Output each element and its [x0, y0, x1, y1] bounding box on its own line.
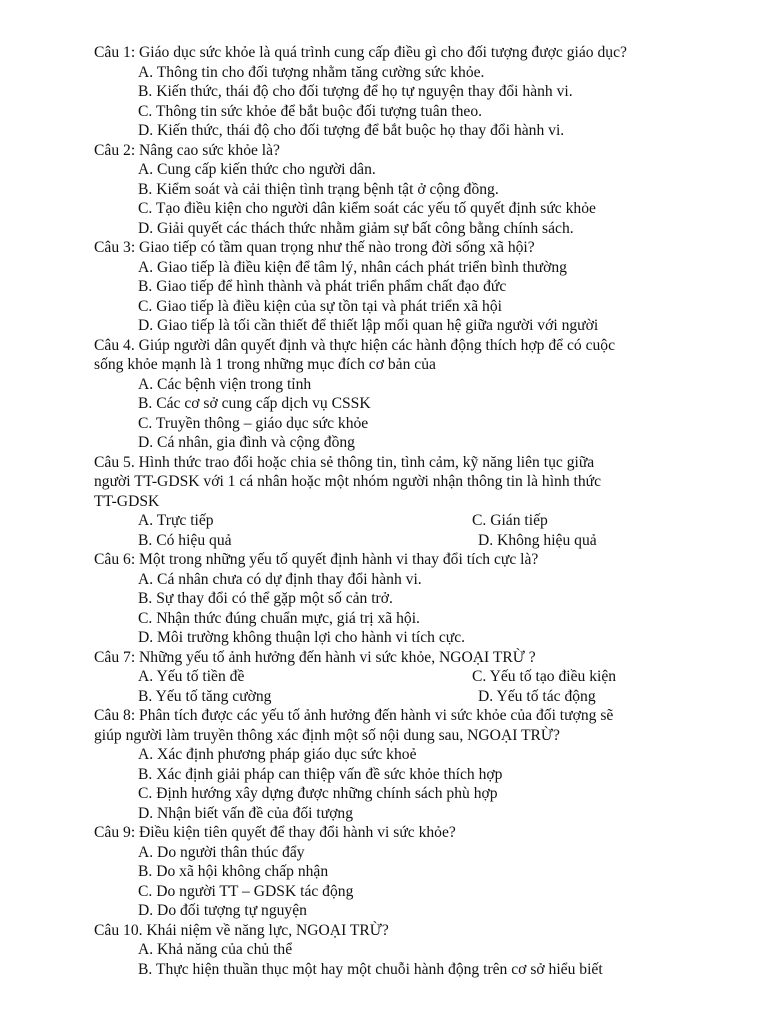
answer-option: B. Yếu tố tăng cường — [138, 687, 272, 705]
document-page — [90, 43, 730, 979]
question-text: Câu 5. Hình thức trao đổi hoặc chia sẻ thông tin, tình cảm, kỹ năng liên tục giữa — [94, 453, 595, 471]
answer-option: D. Cá nhân, gia đình và cộng đồng — [138, 434, 355, 451]
answer-option: D. Kiến thức, thái độ cho đối tượng để bắt buộc họ thay đổi hành vi. — [138, 122, 565, 139]
answer-option: B. Kiểm soát và cải thiện tình trạng bệnh tật ở cộng đồng. — [138, 180, 499, 198]
question-block — [90, 336, 730, 453]
answer-option: C. Yếu tố tạo điều kiện — [472, 668, 617, 685]
answer-option: A. Trực tiếp — [138, 512, 214, 529]
question-text: Câu 4. Giúp người dân quyết định và thực hiện các hành động thích hợp để có cuộc — [94, 336, 616, 354]
answer-option: A. Cá nhân chưa có dự định thay đổi hành vi. — [138, 570, 422, 588]
question-text: Câu 6: Một trong những yếu tố quyết định hành vi thay đổi tích cực là? — [94, 551, 539, 568]
answer-option: A. Các bệnh viện trong tỉnh — [138, 375, 312, 393]
answer-option: A. Cung cấp kiến thức cho người dân. — [138, 161, 376, 178]
question-text: Câu 1: Giáo dục sức khỏe là quá trình cung cấp điều gì cho đối tượng được giáo dục? — [94, 44, 627, 61]
answer-option: A. Yếu tố tiền đề — [138, 668, 245, 685]
answer-option: A. Do người thân thúc đẩy — [138, 843, 305, 861]
answer-option: C. Thông tin sức khỏe để bắt buộc đối tượng tuân theo. — [138, 102, 483, 120]
question-text: Câu 3: Giao tiếp có tầm quan trọng như thế nào trong đời sống xã hội? — [94, 239, 535, 256]
question-block — [90, 453, 730, 551]
answer-option: D. Do đối tượng tự nguyện — [138, 902, 307, 919]
answer-option: C. Truyền thông – giáo dục sức khỏe — [138, 414, 369, 432]
answer-option: D. Không hiệu quả — [478, 531, 597, 549]
answer-option: C. Do người TT – GDSK tác động — [138, 882, 354, 900]
answer-option: B. Các cơ sở cung cấp dịch vụ CSSK — [138, 395, 371, 412]
answer-option: A. Thông tin cho đối tượng nhằm tăng cường sức khỏe. — [138, 63, 485, 81]
answer-option: C. Giao tiếp là điều kiện của sự tồn tại và phát triển xã hội — [138, 297, 502, 315]
question-text: Câu 10. Khái niệm về năng lực, NGOẠI TRỪ? — [94, 921, 389, 939]
answer-option: C. Tạo điều kiện cho người dân kiểm soát các yếu tố quyết định sức khỏe — [138, 200, 596, 217]
answer-option: B. Sự thay đổi có thể gặp một số cản trở. — [138, 590, 393, 607]
answer-option: C. Gián tiếp — [472, 512, 548, 529]
question-block — [90, 141, 730, 239]
answer-option: D. Yếu tố tác động — [478, 687, 596, 705]
answer-option: B. Kiến thức, thái độ cho đối tượng để họ tự nguyện thay đổi hành vi. — [138, 83, 573, 100]
answer-option: B. Giao tiếp để hình thành và phát triển phẩm chất đạo đức — [138, 278, 507, 295]
question-block — [90, 823, 730, 921]
answer-option-row — [90, 531, 730, 551]
answer-option: B. Thực hiện thuần thục một hay một chuỗi hành động trên cơ sở hiểu biết — [138, 960, 603, 978]
question-text: Câu 8: Phân tích được các yếu tố ảnh hưởng đến hành vi sức khỏe của đối tượng sẽ — [94, 707, 614, 724]
question-block — [90, 238, 730, 336]
answer-option: B. Do xã hội không chấp nhận — [138, 863, 329, 880]
question-block — [90, 43, 730, 141]
answer-option: A. Giao tiếp là điều kiện để tâm lý, nhân cách phát triển bình thường — [138, 258, 567, 276]
question-text: Câu 9: Điều kiện tiên quyết để thay đổi hành vi sức khỏe? — [94, 824, 456, 841]
question-block — [90, 550, 730, 648]
answer-option: B. Có hiệu quả — [138, 531, 232, 549]
question-text: Câu 7: Những yếu tố ảnh hưởng đến hành vi sức khỏe, NGOẠI TRỪ ? — [94, 648, 536, 666]
answer-option-row — [90, 687, 730, 707]
answer-option-row — [90, 511, 730, 531]
answer-option: C. Nhận thức đúng chuẩn mực, giá trị xã hội. — [138, 609, 420, 627]
question-block — [90, 706, 730, 823]
question-text: sống khỏe mạnh là 1 trong những mục đích cơ bản của — [94, 356, 436, 373]
answer-option: D. Giải quyết các thách thức nhằm giảm sự bất công bằng chính sách. — [138, 219, 574, 237]
answer-option: C. Định hướng xây dựng được những chính sách phù hợp — [138, 785, 498, 802]
question-text: Câu 2: Nâng cao sức khỏe là? — [94, 141, 280, 159]
answer-option: D. Nhận biết vấn đề của đối tượng — [138, 804, 354, 822]
question-text: người TT-GDSK với 1 cá nhân hoặc một nhóm người nhận thông tin là hình thức — [94, 473, 602, 490]
answer-option: D. Môi trường không thuận lợi cho hành vi tích cực. — [138, 629, 466, 646]
question-text: giúp người làm truyền thông xác định một số nội dung sau, NGOẠI TRỪ? — [94, 726, 560, 744]
answer-option: A. Khả năng của chủ thể — [138, 941, 293, 958]
answer-option-row — [90, 667, 730, 687]
answer-option: D. Giao tiếp là tối cần thiết để thiết lập mối quan hệ giữa người với người — [138, 317, 599, 334]
answer-option: A. Xác định phương pháp giáo dục sức khoẻ — [138, 746, 417, 763]
question-block — [90, 648, 730, 707]
question-text: TT-GDSK — [94, 492, 160, 510]
answer-option: B. Xác định giải pháp can thiệp vấn đề sức khỏe thích hợp — [138, 765, 503, 783]
question-block — [90, 921, 730, 980]
